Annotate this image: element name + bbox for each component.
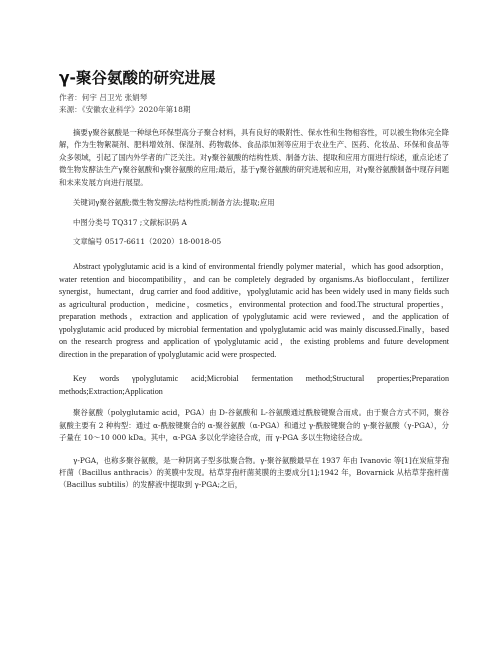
article-source: 来源：《安徽农业科学》2020年第18期 xyxy=(59,105,191,114)
abstract-english: Abstract γpolyglutamic acid is a kind of environmental friendly polymer material，which has good adsorption，water retention and biocompatibility，and can be completely degraded by organisms.As bioflocculant，fertilizer synergist，humectant，drug carrier and food additive，γpolyglutamic acid has been widely used in many fields such as agricultural production，medicine，cosmetics，environmental protection and food.The structural properties，preparation methods，extraction and application of γpolyglutamic acid were reviewed，and the application of γpolyglutamic acid produced by microbial fermentation and γpolyglutamic acid was mainly discussed.Finally，based on the research progress and application of γpolyglutamic acid，the existing problems and future development direction in the preparation of γpolyglutamic acid were prospected. xyxy=(59,262,449,359)
body-paragraph: γ-PGA，也称多聚谷氨酸，是一种阴离子型多肽聚合物。γ-聚谷氨酸最早在 1937 年由 Ivanovic 等[1]在炭疽芽孢杆菌（Bacillus anthracis）的荚膜中发现。枯草芽孢杆菌荚膜的主要成分[1];1942 年，Bovarnick 从枯草芽孢杆菌（Bacillus subtilis）的发酵液中提取到 γ-PGA;之后， xyxy=(59,455,449,490)
article-title: γ-聚谷氨酸的研究进展 xyxy=(59,69,216,87)
article-number: 文章编号 0517-6611（2020）18-0018-05 xyxy=(73,237,222,247)
abstract-chinese: 摘要γ聚谷氨酸是一种绿色环保型高分子聚合材料，具有良好的吸附性、保水性和生物相容性，可以被生物体完全降解，作为生物絮凝剂、肥料增效剂、保湿剂、药物载体、食品添加剂等应用于农业生产、医药、化妆品、环保和食品等众多领域，引起了国内外学者的广泛关注。对γ聚谷氨酸的结构性质、制备方法、提取和应用方面进行综述，重点论述了微生物发酵法生产γ聚谷氨酸和γ聚谷氨酸的应用;最后，基于γ聚谷氨酸的研究进展和应用，对γ聚谷氨酸制备中现存问题和未来发展方向进行展望。 xyxy=(59,128,449,187)
body-paragraph: 聚谷氨酸（polyglutamic acid，PGA）由 D-谷氨酸和 L-谷氨酸通过酰胺键聚合而成。由于聚合方式不同，聚谷氨酸主要有 2 种构型：通过 α-酰胺键聚合的 α-聚谷氨酸（α-PGA）和通过 γ-酰胺键聚合的 γ-聚谷氨酸（γ-PGA），分子量在 10～10 000 kDa。其中，α-PGA 多以化学途径合成，而 γ-PGA 多以生物途径合成。 xyxy=(59,408,449,443)
keywords-english: Key words γpolyglutamic acid;Microbial fermentation method;Structural properties;Preparation methods;Extraction;Application xyxy=(59,374,449,396)
article-authors: 作者：何宇 吕卫光 张娟琴 xyxy=(59,93,148,102)
keywords-chinese: 关键词γ聚谷氨酸;微生物发酵法;结构性质;制备方法;提取;应用 xyxy=(73,198,275,208)
classification-number: 中图分类号 TQ317 ;文献标识码 A xyxy=(73,218,187,228)
